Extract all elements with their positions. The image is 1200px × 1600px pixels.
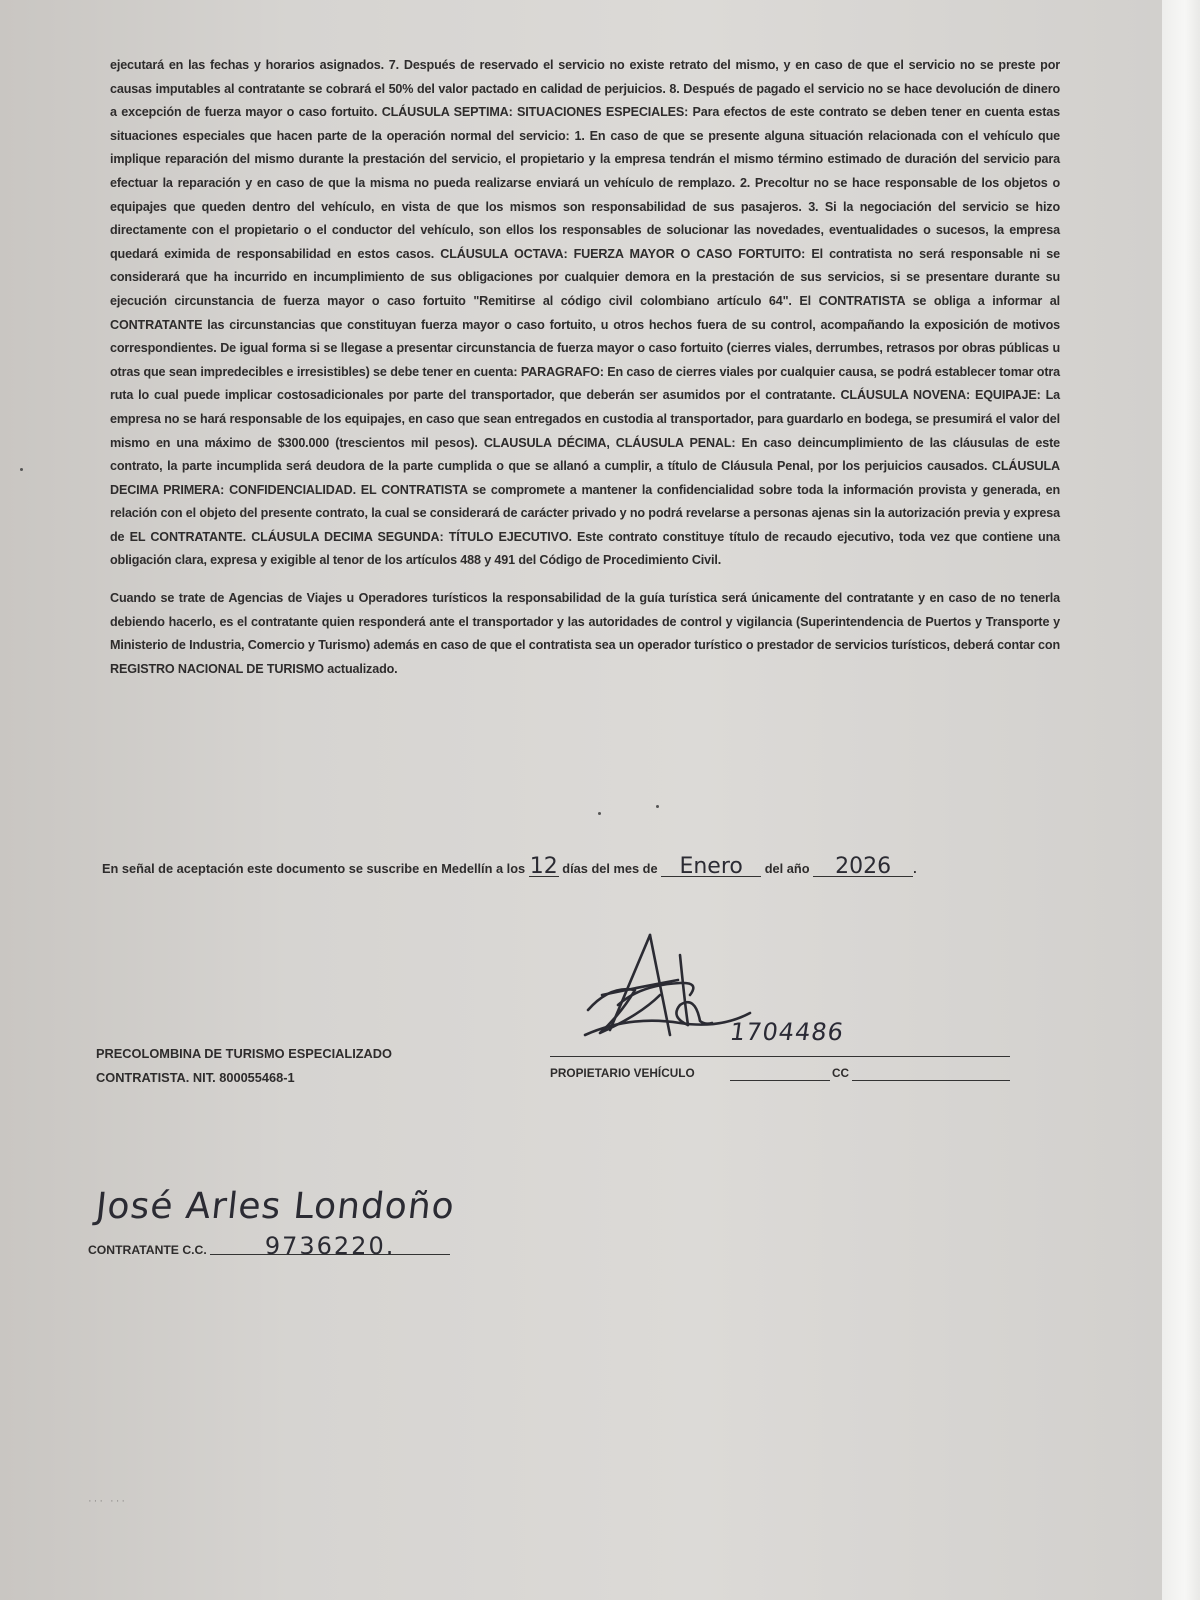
owner-cc-handwritten: 1704486	[728, 1018, 846, 1046]
paper-speck	[20, 468, 23, 471]
contractor-name: PRECOLOMBINA DE TURISMO ESPECIALIZADO	[96, 1046, 392, 1061]
footer-faint-mark: ··· ···	[88, 1495, 128, 1507]
acceptance-mid2: del año	[764, 861, 810, 876]
owner-line	[730, 1080, 830, 1081]
paper-speck	[656, 805, 659, 808]
acceptance-suffix: .	[913, 861, 917, 876]
owner-signature-line	[550, 1056, 1010, 1057]
contract-paragraph-2: Cuando se trate de Agencias de Viajes u Operadores turísticos la responsabilidad de la guía turística será únicamente del contratante y en caso de no tenerla debiendo hacerlo, es el contratante quien responderá ante el transportador y las autoridades de control y vigilancia (Superintendencia de Puertos y Transporte y Ministerio de Industria, Comercio y Turismo) además en caso de que el contratista sea un operador turístico o prestador de servicios turísticos, deberá contar con REGISTRO NACIONAL DE TURISMO actualizado.	[110, 591, 1060, 676]
owner-cc-label: CC	[832, 1066, 850, 1080]
acceptance-month-field: Enero	[661, 858, 761, 877]
page-edge	[1162, 0, 1200, 1600]
contract-body	[110, 54, 1060, 681]
client-handwritten-name: José Arles Londoño	[93, 1186, 457, 1227]
contract-paragraph-1: ejecutará en las fechas y horarios asignados. 7. Después de reservado el servicio no existe retrato del mismo, y en caso de que el servicio no se preste por causas imputables al contratante se cobrará el 50% del valor pactado en calidad de perjuicios. 8. Después de pagado el servicio no se hace devolución de dinero a excepción de fuerza mayor o caso fortuito. CLÁUSULA SEPTIMA: SITUACIONES ESPECIALES: Para efectos de este contrato se deben tener en cuenta estas situaciones especiales que hacen parte de la operación normal del servicio: 1. En caso de que se presente alguna situación relacionada con el vehículo que implique reparación del mismo durante la prestación del servicio, el propietario y la empresa tendrán el mismo término estimado de duración del servicio para efectuar la reparación y en caso de que la misma no pueda realizarse enviará un vehículo de remplazo. 2. Precoltur no se hace responsable de los objetos o equipajes que queden dentro del vehículo, en vista de que los mismos son responsabilidad de sus pasajeros. 3. Si la negociación del servicio se hizo directamente con el propietario o el conductor del vehículo, son ellos los responsables de solucionar las novedades, eventualidades o sucesos, la empresa quedará eximida de responsabilidad en estos casos. CLÁUSULA OCTAVA: FUERZA MAYOR O CASO FORTUITO: El contratista no será responsable ni se considerará que ha incurrido en incumplimiento de sus obligaciones por cualquier demora en la prestación de sus servicios, si se presentare durante su ejecución circunstancia de fuerza mayor o caso fortuito "Remitirse al código civil colombiano artículo 64". El CONTRATISTA se obliga a informar al CONTRATANTE las circunstancias que constituyan fuerza mayor o caso fortuito, u otros hechos fuera de su control, acompañando la exposición de motivos correspondientes. De igual forma si se llegase a presentar circunstancia de fuerza mayor o caso fortuito (cierres viales, derrumbes, retrasos por obras públicas u otras que sean impredecibles e irresistibles) se debe tener en cuenta: PARAGRAFO: En caso de cierres viales por cualquier causa, se podrá establecer tomar otra ruta lo cual puede implicar costosadicionales por parte del transportador, que deberán ser asumidos por el contratante. CLÁUSULA NOVENA: EQUIPAJE: La empresa no se hará responsable de los equipajes, en caso que sean entregados en custodia al transportador, para guardarlo en bodega, se presumirá el valor del mismo en una máximo de $300.000 (trescientos mil pesos). CLAUSULA DÉCIMA, CLÁUSULA PENAL: En caso deincumplimiento de las cláusulas de este contrato, la parte incumplida será deudora de la parte cumplida o que se allanó a cumplir, a título de Cláusula Penal, por los perjuicios causados. CLÁUSULA DECIMA PRIMERA: CONFIDENCIALIDAD. EL CONTRATISTA se compromete a mantener la confidencialidad sobre toda la información provista y generada, en relación con el objeto del presente contrato, la cual se considerará de carácter privado y no podrá revelarse a personas ajenas sin la autorización previa y expresa de EL CONTRATANTE. CLÁUSULA DECIMA SEGUNDA: TÍTULO EJECUTIVO. Este contrato constituye título de recaudo ejecutivo, toda vez que contiene una obligación clara, expresa y exigible al tenor de los artículos 488 y 491 del Código de Procedimiento Civil.	[110, 58, 1060, 568]
acceptance-mid1: días del mes de	[562, 861, 658, 876]
acceptance-line	[102, 854, 1102, 879]
contractor-signature-block	[96, 1042, 392, 1090]
acceptance-year-field: 2026	[813, 858, 913, 877]
paper-speck	[598, 812, 601, 815]
client-cc-handwritten: 9736220.	[210, 1238, 450, 1255]
acceptance-day-field: 12	[529, 854, 558, 879]
client-label: CONTRATANTE C.C.	[88, 1243, 207, 1257]
client-signature-block	[88, 1232, 450, 1260]
contractor-nit: CONTRATISTA. NIT. 800055468-1	[96, 1070, 295, 1085]
owner-cc-line	[852, 1080, 1010, 1081]
owner-label: PROPIETARIO VEHÍCULO	[550, 1066, 695, 1080]
acceptance-prefix: En señal de aceptación este documento se suscribe en Medellín a los	[102, 861, 526, 876]
